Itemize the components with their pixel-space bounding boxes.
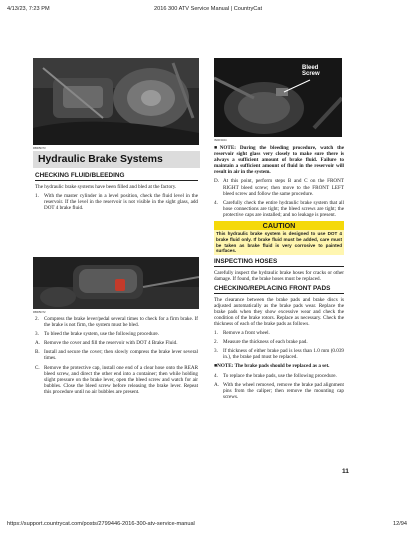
note-pads-set: ■NOTE: The brake pads should be replaced as a set. bbox=[214, 363, 330, 370]
page-number: 11 bbox=[342, 468, 349, 475]
heading-checking-fluid: CHECKING FLUID/BLEEDING bbox=[35, 173, 198, 181]
step-4-text: Carefully check the entire hydraulic brake system that all hose connections are tight; the bleed screws are tight; the protective caps are installed; and no leakage is present. bbox=[223, 199, 344, 218]
step-4 bbox=[214, 200, 344, 218]
pads-step-2 bbox=[214, 339, 344, 345]
step-c bbox=[35, 365, 198, 395]
pads-step-a-letter: A. bbox=[214, 381, 219, 388]
step-c-letter: C. bbox=[35, 364, 40, 371]
step-3 bbox=[35, 331, 198, 337]
bleed-screw-callout-line1: Bleed bbox=[302, 65, 319, 71]
heading-checking-pads: CHECKING/REPLACING FRONT PADS bbox=[214, 286, 344, 294]
step-b-text: Install and secure the cover; then slowly compress the brake lever several times. bbox=[44, 349, 198, 362]
pads-step-3 bbox=[214, 348, 344, 360]
step-d-text: At this point, perform steps B and C on the FRONT RIGHT bleed screw; then move to the FRONT LEFT bleed screw and follow the same procedure. bbox=[223, 178, 344, 197]
step-2-number: 2. bbox=[35, 316, 39, 322]
photo-reservoir-sight-glass bbox=[33, 257, 199, 309]
step-c-text: Remove the protective cap, install one end of a clear hose onto the REAR bleed screw, and direct the other end into a container; then while holding slight pressure on the brake lever, open the bleed screw and watch for air bubbles. Close the bleed screw before releasing the brake lever. Repeat this procedure until no air bubbles are present. bbox=[44, 364, 198, 395]
pads-step-3-text: If thickness of either brake pad is less than 1.0 mm (0.039 in.), the brake pad must be replaced. bbox=[223, 348, 344, 361]
photo-reservoir-sight-glass-image bbox=[33, 257, 199, 309]
step-3-number: 3. bbox=[35, 331, 39, 338]
right-column bbox=[214, 145, 344, 403]
print-page-counter: 12/94 bbox=[393, 521, 407, 527]
step-b-letter: B. bbox=[35, 349, 40, 356]
step-b bbox=[35, 349, 198, 361]
pads-step-2-text: Measure the thickness of each brake pad. bbox=[223, 339, 308, 346]
step-2-text: Compress the brake lever/pedal several times to check for a firm brake. If the brake is not firm, the system must be bled. bbox=[44, 316, 198, 329]
pads-step-2-number: 2. bbox=[214, 339, 218, 346]
note-bleeding: ■NOTE: During the bleeding procedure, watch the reservoir sight glass very closely to make sure there is always a sufficient amount of brake fluid. Failure to maintain a sufficient amount of fluid in the reservoir will result in air in the system. bbox=[214, 145, 344, 176]
print-page-title: 2016 300 ATV Service Manual | CountryCat bbox=[154, 6, 262, 12]
section-title: Hydraulic Brake Systems bbox=[33, 151, 200, 168]
photo-brake-master-cylinder-image bbox=[33, 58, 199, 145]
heading-inspecting-hoses: INSPECTING HOSES bbox=[214, 259, 344, 267]
bleed-screw-callout bbox=[302, 65, 320, 78]
intro-paragraph: The hydraulic brake systems have been filled and bled at the factory. bbox=[35, 184, 177, 191]
step-2 bbox=[35, 316, 198, 328]
step-1 bbox=[35, 193, 198, 211]
caution-title: CAUTION bbox=[214, 221, 344, 230]
step-3-text: To bleed the brake system, use the following procedure. bbox=[44, 331, 159, 338]
pads-step-a-text: With the wheel removed, remove the brake pad alignment pins from the caliper; then remove the mounting cap screws. bbox=[223, 381, 344, 400]
pads-step-4 bbox=[214, 373, 344, 379]
pads-step-4-text: To replace the brake pads, use the following procedure. bbox=[223, 372, 337, 379]
pads-step-1 bbox=[214, 330, 344, 336]
step-1-number: 1. bbox=[35, 193, 39, 200]
figure-id-1: RBD5D73 bbox=[33, 146, 46, 150]
inspecting-paragraph: Carefully inspect the hydraulic brake hoses for cracks or other damage. If found, the brake hoses must be replaced. bbox=[214, 270, 344, 283]
bleed-screw-callout-line2: Screw bbox=[302, 71, 320, 78]
photo-brake-master-cylinder bbox=[33, 58, 199, 145]
step-a bbox=[35, 340, 198, 346]
pads-step-1-text: Remove a front wheel. bbox=[223, 330, 270, 337]
print-url: https://support.countrycat.com/posts/2799446-2016-300-atv-service-manual bbox=[7, 521, 195, 527]
pads-step-3-number: 3. bbox=[214, 348, 218, 355]
step-1-text: With the master cylinder in a level position, check the fluid level in the reservoir. If the level in the reservoir is not visible in the sight glass, add DOT 4 brake fluid. bbox=[44, 193, 198, 212]
step-4-number: 4. bbox=[214, 199, 218, 206]
caution-text: This hydraulic brake system is designed to use DOT 4 brake fluid only. If brake fluid must be added, care must be taken as brake fluid is very corrosive to painted surfaces. bbox=[216, 231, 342, 254]
figure-id-2: RBD5D72 bbox=[33, 310, 46, 314]
print-datetime: 4/13/23, 7:23 PM bbox=[7, 6, 50, 12]
pads-step-1-number: 1. bbox=[214, 330, 218, 337]
step-a-letter: A. bbox=[35, 340, 40, 347]
step-d-letter: D. bbox=[214, 178, 219, 185]
photo-bleed-screw bbox=[214, 58, 342, 137]
figure-id-3: ISDF3324 bbox=[214, 138, 227, 142]
pads-paragraph: The clearance between the brake pads and brake discs is adjusted automatically as the brake pads wear. Replace the brake pads when they show excessive wear and check the condition of the brake rotors. Replace as necessary. Check the thickness of each of the brake pads as follows. bbox=[214, 296, 344, 327]
pads-step-a bbox=[214, 382, 344, 400]
pads-step-4-number: 4. bbox=[214, 372, 218, 379]
step-d bbox=[214, 178, 344, 196]
step-a-text: Remove the cover and fill the reservoir with DOT 4 Brake Fluid. bbox=[44, 340, 178, 347]
left-column-upper bbox=[35, 173, 198, 214]
left-column-lower bbox=[35, 316, 198, 398]
photo-bleed-screw-image bbox=[214, 58, 342, 137]
